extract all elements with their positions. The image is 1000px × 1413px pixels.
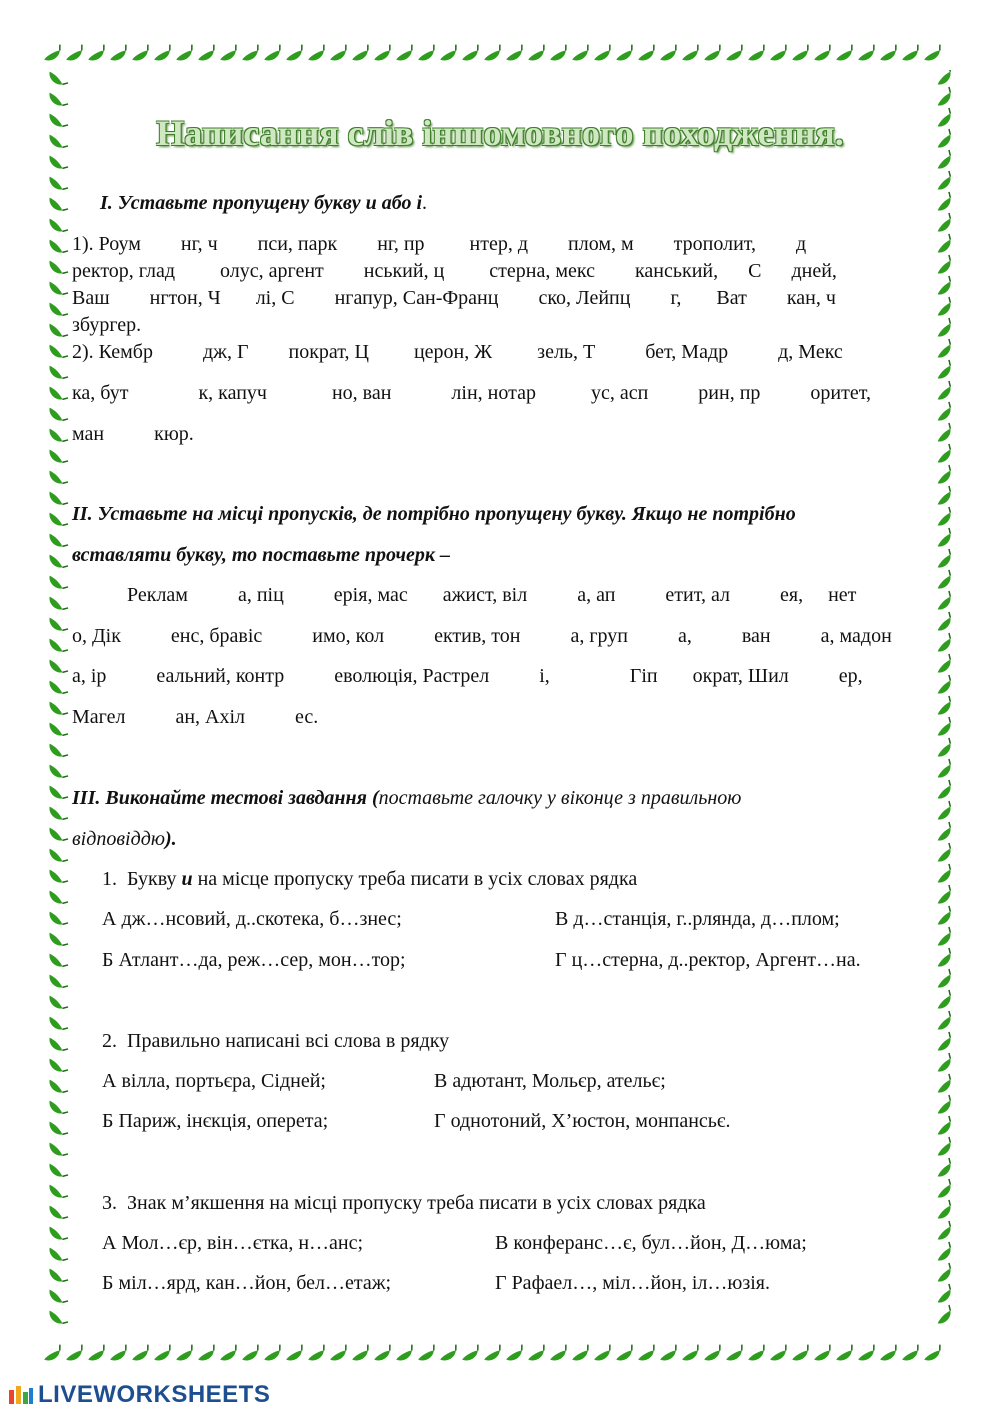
answer-option-v[interactable]: В д…станція, г..рлянда, д…плом; <box>555 908 840 930</box>
leaf-ornament <box>570 1345 593 1364</box>
leaf-ornament <box>46 1160 68 1182</box>
leaf-ornament <box>306 45 329 64</box>
leaf-ornament <box>46 1223 68 1245</box>
section1-line: Ваш нгтон, Ч лі, С нгапур, Сан-Франц ско, Лейпц г, Ват кан, ч <box>72 287 836 309</box>
leaf-ornament <box>218 1345 241 1364</box>
leaf-ornament <box>46 698 68 720</box>
leaf-ornament <box>878 1345 901 1364</box>
section1-heading: І. Уставьте пропущену букву и або і. <box>100 192 428 214</box>
leaf-ornament <box>934 528 956 550</box>
leaf-ornament <box>46 551 68 573</box>
leaf-ornament <box>46 719 68 741</box>
leaf-ornament <box>934 969 956 991</box>
leaf-ornament <box>328 1345 351 1364</box>
leaf-ornament <box>934 276 956 298</box>
leaf-ornament <box>46 236 68 258</box>
leaf-ornament <box>46 1307 68 1329</box>
leaf-ornament <box>46 866 68 888</box>
leaf-ornament <box>680 45 703 64</box>
leaf-ornament <box>46 845 68 867</box>
leaf-ornament <box>934 465 956 487</box>
leaf-ornament <box>934 591 956 613</box>
leaf-ornament <box>262 45 285 64</box>
leaf-ornament <box>934 822 956 844</box>
leaf-ornament <box>46 971 68 993</box>
leaf-ornament <box>504 45 527 64</box>
leaf-ornament <box>350 1345 373 1364</box>
leaf-ornament <box>934 1074 956 1096</box>
leaf-ornament <box>922 1345 945 1364</box>
leaf-ornament <box>46 950 68 972</box>
leaf-ornament <box>152 45 175 64</box>
leaf-ornament <box>934 1284 956 1306</box>
leaf-border-top <box>42 40 960 70</box>
section2-line: Реклам а, піц ерія, мас ажист, віл а, ап етит, ал ея, нет <box>72 584 857 606</box>
leaf-ornament <box>240 45 263 64</box>
leaf-ornament <box>46 70 68 90</box>
answer-option-a[interactable]: А Мол…єр, він…єтка, н…анс; <box>102 1232 364 1254</box>
leaf-ornament <box>46 1181 68 1203</box>
leaf-ornament <box>394 45 417 64</box>
leaf-ornament <box>46 152 68 174</box>
leaf-ornament <box>372 1345 395 1364</box>
leaf-ornament <box>46 1034 68 1056</box>
answer-option-b[interactable]: Б Париж, інєкція, оперета; <box>102 1110 329 1132</box>
question-1-prompt: 1. Букву и на місце пропуску треба писати в усіх словах рядка <box>102 868 638 890</box>
leaf-ornament <box>438 45 461 64</box>
leaf-ornament <box>46 572 68 594</box>
leaf-ornament <box>934 402 956 424</box>
leaf-ornament <box>46 341 68 363</box>
leaf-ornament <box>262 1345 285 1364</box>
leaf-ornament <box>658 1345 681 1364</box>
leaf-ornament <box>934 1305 956 1327</box>
leaf-ornament <box>328 45 351 64</box>
leaf-ornament <box>548 1345 571 1364</box>
leaf-ornament <box>46 404 68 426</box>
leaf-ornament <box>856 45 879 64</box>
leaf-ornament <box>934 507 956 529</box>
leaf-ornament <box>934 70 956 88</box>
leaf-ornament <box>46 1097 68 1119</box>
leaf-ornament <box>46 530 68 552</box>
leaf-ornament <box>934 381 956 403</box>
leaf-ornament <box>46 173 68 195</box>
answer-option-b[interactable]: Б міл…ярд, кан…йон, бел…етаж; <box>102 1272 392 1294</box>
leaf-ornament <box>86 45 109 64</box>
section2-heading-cont: вставляти букву, то поставьте прочерк – <box>72 544 451 566</box>
leaf-ornament <box>680 1345 703 1364</box>
leaf-border-right <box>930 70 958 1340</box>
leaf-ornament <box>416 45 439 64</box>
leaf-ornament <box>934 759 956 781</box>
leaf-ornament <box>934 633 956 655</box>
leaf-ornament <box>934 1053 956 1075</box>
leaf-ornament <box>46 509 68 531</box>
page-title: Написання слів іншомовного походження. <box>156 113 844 153</box>
leaf-ornament <box>934 339 956 361</box>
section2-line: о, Дік енс, бравіс имо, кол ектив, тон а, груп а, ван а, мадон <box>72 625 892 647</box>
leaf-ornament <box>934 171 956 193</box>
leaf-ornament <box>934 255 956 277</box>
leaf-ornament <box>934 696 956 718</box>
leaf-ornament <box>934 1263 956 1285</box>
answer-option-g[interactable]: Г однотоний, Х’юстон, монпансьє. <box>434 1110 731 1132</box>
leaf-ornament <box>526 45 549 64</box>
leaf-ornament <box>934 1095 956 1117</box>
leaf-ornament <box>934 1179 956 1201</box>
leaf-ornament <box>934 780 956 802</box>
leaf-ornament <box>196 45 219 64</box>
leaf-ornament <box>108 1345 131 1364</box>
leaf-ornament <box>934 654 956 676</box>
liveworksheets-logo[interactable] <box>8 1382 270 1408</box>
leaf-ornament <box>46 194 68 216</box>
leaf-ornament <box>834 45 857 64</box>
leaf-ornament <box>934 885 956 907</box>
leaf-ornament <box>504 1345 527 1364</box>
leaf-ornament <box>658 45 681 64</box>
leaf-ornament <box>934 444 956 466</box>
leaf-ornament <box>934 1242 956 1264</box>
leaf-ornament <box>934 318 956 340</box>
leaf-ornament <box>934 1011 956 1033</box>
question-2-prompt: 2. Правильно написані всі слова в рядку <box>102 1030 450 1052</box>
leaf-border-left <box>42 70 70 1340</box>
leaf-ornament <box>934 234 956 256</box>
section1-line: ректор, глад олус, аргент нський, ц стерна, мекс канський, С дней, <box>72 260 837 282</box>
leaf-ornament <box>46 467 68 489</box>
leaf-ornament <box>46 908 68 930</box>
leaf-ornament <box>350 45 373 64</box>
leaf-ornament <box>218 45 241 64</box>
leaf-ornament <box>934 612 956 634</box>
leaf-ornament <box>46 761 68 783</box>
answer-option-v[interactable]: В конферанс…є, бул…йон, Д…юма; <box>495 1232 807 1254</box>
section2-line: Магел ан, Ахіл ес. <box>72 706 319 728</box>
section1-line: 1). Роум нг, ч пси, парк нг, пр нтер, д плом, м трополит, д <box>72 233 807 255</box>
leaf-ornament <box>934 843 956 865</box>
leaf-ornament <box>934 1221 956 1243</box>
leaf-ornament <box>790 1345 813 1364</box>
leaf-ornament <box>934 549 956 571</box>
leaf-ornament <box>570 45 593 64</box>
answer-option-v[interactable]: В адютант, Мольєр, ательє; <box>434 1070 666 1092</box>
section2-line: а, ір еальний, контр еволюція, Растрел і, Гіп ократ, Шил ер, <box>72 665 863 687</box>
leaf-ornament <box>46 257 68 279</box>
section1-line: збургер. <box>72 314 142 336</box>
section1-line: ка, бут к, капуч но, ван лін, нотар ус, асп рин, пр оритет, <box>72 382 871 404</box>
leaf-ornament <box>46 215 68 237</box>
section3-heading-cont: відповіддю). <box>72 828 177 850</box>
leaf-ornament <box>636 45 659 64</box>
leaf-ornament <box>46 383 68 405</box>
leaf-ornament <box>46 803 68 825</box>
leaf-ornament <box>746 1345 769 1364</box>
section2-heading: ІІ. Уставьте на місці пропусків, де потрібно пропущену букву. Якщо не потрібно <box>72 503 796 525</box>
leaf-ornament <box>46 614 68 636</box>
leaf-ornament <box>196 1345 219 1364</box>
leaf-ornament <box>702 45 725 64</box>
leaf-ornament <box>174 45 197 64</box>
leaf-ornament <box>934 1137 956 1159</box>
leaf-ornament <box>724 1345 747 1364</box>
leaf-ornament <box>812 45 835 64</box>
leaf-ornament <box>46 992 68 1014</box>
leaf-ornament <box>746 45 769 64</box>
leaf-ornament <box>42 45 65 64</box>
leaf-ornament <box>130 45 153 64</box>
leaf-ornament <box>934 1200 956 1222</box>
leaf-ornament <box>768 45 791 64</box>
leaf-ornament <box>482 1345 505 1364</box>
leaf-ornament <box>922 45 945 64</box>
leaf-ornament <box>934 717 956 739</box>
leaf-ornament <box>46 677 68 699</box>
section1-line: 2). Кембр дж, Г пократ, Ц церон, Ж зель, Т бет, Мадр д, Мекс <box>72 341 843 363</box>
leaf-ornament <box>46 887 68 909</box>
leaf-ornament <box>372 45 395 64</box>
leaf-ornament <box>46 278 68 300</box>
leaf-ornament <box>934 1032 956 1054</box>
leaf-ornament <box>46 425 68 447</box>
leaf-ornament <box>878 45 901 64</box>
leaf-ornament <box>934 948 956 970</box>
leaf-ornament <box>46 1202 68 1224</box>
leaf-ornament <box>240 1345 263 1364</box>
leaf-ornament <box>46 1286 68 1308</box>
leaf-ornament <box>64 45 87 64</box>
answer-option-a[interactable]: А дж…нсовий, д..скотека, б…знес; <box>102 908 402 930</box>
leaf-ornament <box>934 1158 956 1180</box>
leaf-ornament <box>934 864 956 886</box>
leaf-ornament <box>592 1345 615 1364</box>
leaf-ornament <box>934 801 956 823</box>
leaf-ornament <box>108 45 131 64</box>
leaf-ornament <box>394 1345 417 1364</box>
leaf-ornament <box>702 1345 725 1364</box>
leaf-ornament <box>416 1345 439 1364</box>
leaf-ornament <box>130 1345 153 1364</box>
leaf-ornament <box>46 824 68 846</box>
leaf-ornament <box>934 486 956 508</box>
leaf-ornament <box>934 990 956 1012</box>
leaf-ornament <box>46 89 68 111</box>
leaf-ornament <box>46 1265 68 1287</box>
leaf-ornament <box>460 45 483 64</box>
leaf-ornament <box>934 675 956 697</box>
leaf-ornament <box>526 1345 549 1364</box>
leaf-ornament <box>46 1244 68 1266</box>
leaf-ornament <box>86 1345 109 1364</box>
leaf-ornament <box>46 320 68 342</box>
leaf-ornament <box>64 1345 87 1364</box>
leaf-ornament <box>46 1013 68 1035</box>
leaf-ornament <box>812 1345 835 1364</box>
leaf-ornament <box>284 1345 307 1364</box>
leaf-ornament <box>934 192 956 214</box>
leaf-ornament <box>46 1118 68 1140</box>
leaf-ornament <box>46 446 68 468</box>
leaf-ornament <box>592 45 615 64</box>
leaf-border-bottom <box>42 1340 960 1370</box>
leaf-ornament <box>900 45 923 64</box>
leaf-ornament <box>934 1116 956 1138</box>
answer-option-g[interactable]: Г ц…стерна, д..ректор, Аргент…на. <box>555 949 861 971</box>
logo-text: LIVEWORKSHEETS <box>38 1381 271 1408</box>
question-3-prompt: 3. Знак м’якшення на місці пропуску треба писати в усіх словах рядка <box>102 1192 706 1214</box>
leaf-ornament <box>548 45 571 64</box>
leaf-ornament <box>834 1345 857 1364</box>
section1-line: ман кюр. <box>72 423 194 445</box>
answer-option-a[interactable]: А вілла, портьєра, Сідней; <box>102 1070 326 1092</box>
leaf-ornament <box>614 1345 637 1364</box>
leaf-ornament <box>636 1345 659 1364</box>
leaf-ornament <box>934 423 956 445</box>
leaf-ornament <box>724 45 747 64</box>
leaf-ornament <box>284 45 307 64</box>
leaf-ornament <box>934 360 956 382</box>
leaf-ornament <box>46 929 68 951</box>
leaf-ornament <box>438 1345 461 1364</box>
leaf-ornament <box>768 1345 791 1364</box>
leaf-ornament <box>46 362 68 384</box>
leaf-ornament <box>46 635 68 657</box>
leaf-ornament <box>934 570 956 592</box>
leaf-ornament <box>934 213 956 235</box>
leaf-ornament <box>460 1345 483 1364</box>
leaf-ornament <box>856 1345 879 1364</box>
leaf-ornament <box>934 738 956 760</box>
leaf-ornament <box>46 1139 68 1161</box>
leaf-ornament <box>614 45 637 64</box>
leaf-ornament <box>46 299 68 321</box>
section3-heading: ІІІ. Виконайте тестові завдання (поставьте галочку у віконце з правильною <box>72 787 742 809</box>
leaf-ornament <box>174 1345 197 1364</box>
leaf-ornament <box>900 1345 923 1364</box>
leaf-ornament <box>46 1076 68 1098</box>
leaf-ornament <box>934 927 956 949</box>
leaf-ornament <box>46 656 68 678</box>
answer-option-b[interactable]: Б Атлант…да, реж…сер, мон…тор; <box>102 949 406 971</box>
leaf-ornament <box>152 1345 175 1364</box>
leaf-ornament <box>46 593 68 615</box>
answer-option-g[interactable]: Г Рафаел…, міл…йон, іл…юзія. <box>495 1272 770 1294</box>
leaf-ornament <box>42 1345 65 1364</box>
leaf-ornament <box>46 740 68 762</box>
leaf-ornament <box>306 1345 329 1364</box>
logo-bars-icon <box>8 1384 34 1406</box>
leaf-ornament <box>934 906 956 928</box>
leaf-ornament <box>46 782 68 804</box>
leaf-ornament <box>482 45 505 64</box>
leaf-ornament <box>46 488 68 510</box>
leaf-ornament <box>934 297 956 319</box>
leaf-ornament <box>46 1055 68 1077</box>
leaf-ornament <box>934 87 956 109</box>
leaf-ornament <box>790 45 813 64</box>
